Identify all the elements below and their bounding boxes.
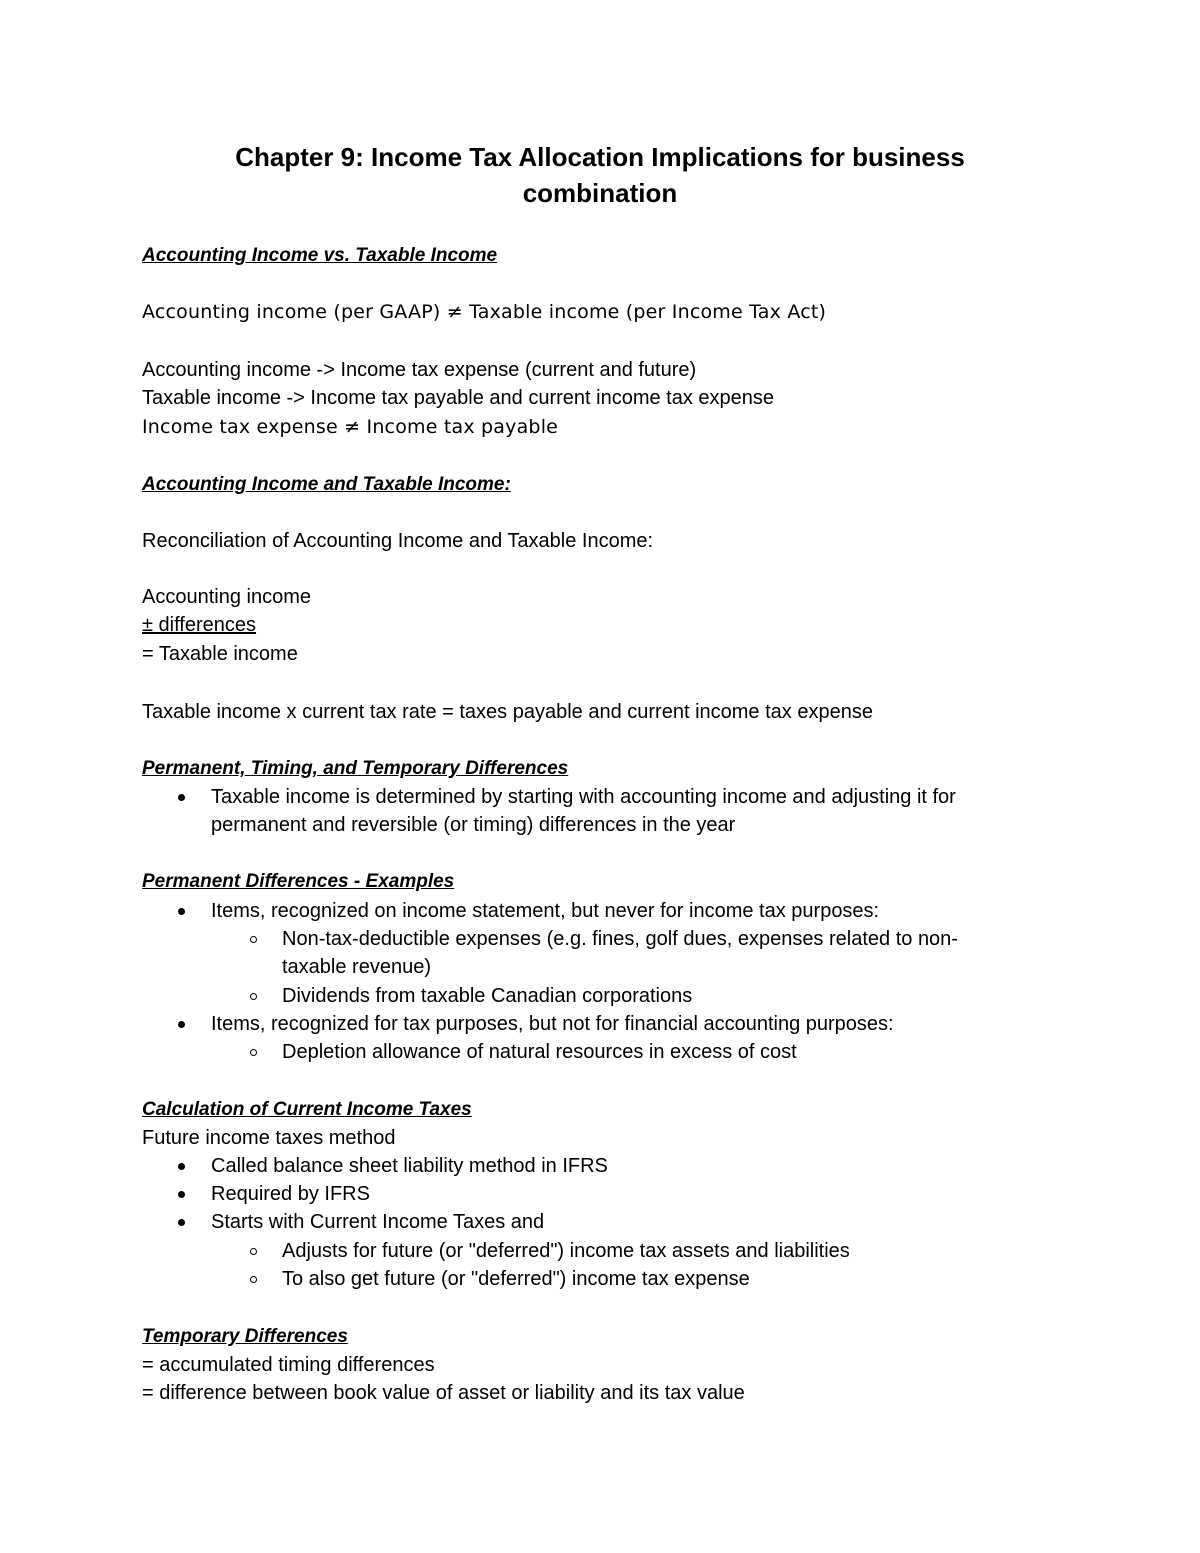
text-expense-vs-payable: Income tax expense ≠ Income tax payable: [142, 416, 559, 438]
title-line-1: Chapter 9: Income Tax Allocation Implications for business: [235, 142, 965, 172]
text-taxable-income-formula: Taxable income x current tax rate = taxes payable and current income tax expense: [142, 701, 873, 723]
bullet-text-income-statement: Items, recognized on income statement, but never for income tax purposes:: [211, 900, 880, 922]
bullet-text-balance-sheet-method: Called balance sheet liability method in IFRS: [211, 1155, 608, 1177]
bullet-icon: [178, 1021, 185, 1028]
text-accumulated-timing: = accumulated timing differences: [142, 1354, 435, 1376]
heading-calculation-current-taxes: Calculation of Current Income Taxes: [142, 1099, 472, 1120]
text-accounting-income-expense: Accounting income -> Income tax expense (current and future): [142, 359, 697, 381]
title-line-2: combination: [522, 178, 678, 208]
bullet-icon: [178, 794, 185, 801]
heading-permanent-examples: Permanent Differences - Examples: [142, 871, 455, 892]
sub-bullet-icon: [250, 936, 257, 943]
sub-bullet-icon: [250, 1276, 257, 1283]
bullet-icon: [178, 1163, 185, 1170]
heading-temporary-differences: Temporary Differences: [142, 1326, 348, 1347]
sub-bullet-text-adjusts: Adjusts for future (or "deferred") income tax assets and liabilities: [282, 1240, 850, 1262]
text-book-vs-tax-value: = difference between book value of asset or liability and its tax value: [142, 1382, 745, 1404]
sub-bullet-icon: [250, 993, 257, 1000]
sub-bullet-icon: [250, 1049, 257, 1056]
bullet-text-taxable-determined-cont: permanent and reversible (or timing) differences in the year: [211, 814, 736, 836]
heading-permanent-timing-temporary: Permanent, Timing, and Temporary Differences: [142, 758, 569, 779]
bullet-icon: [178, 1191, 185, 1198]
bullet-icon: [178, 908, 185, 915]
sub-bullet-text-non-deductible-cont: taxable revenue): [282, 956, 431, 978]
heading-accounting-and-taxable: Accounting Income and Taxable Income:: [142, 474, 511, 495]
bullet-text-starts-with: Starts with Current Income Taxes and: [211, 1211, 545, 1233]
bullet-text-required-ifrs: Required by IFRS: [211, 1183, 370, 1205]
page-title: [150, 139, 1050, 211]
text-differences: ± differences: [142, 614, 257, 636]
sub-bullet-text-deferred-expense: To also get future (or "deferred") income tax expense: [282, 1268, 750, 1290]
heading-accounting-vs-taxable: Accounting Income vs. Taxable Income: [142, 245, 498, 266]
bullet-text-tax-purposes: Items, recognized for tax purposes, but not for financial accounting purposes:: [211, 1013, 894, 1035]
sub-bullet-icon: [250, 1248, 257, 1255]
text-equals-taxable-income: = Taxable income: [142, 643, 298, 665]
sub-bullet-text-non-deductible: Non-tax-deductible expenses (e.g. fines, golf dues, expenses related to non-: [282, 928, 958, 950]
text-future-income-taxes-method: Future income taxes method: [142, 1127, 396, 1149]
sub-bullet-text-dividends: Dividends from taxable Canadian corporations: [282, 985, 693, 1007]
text-gaap-vs-tax-act: Accounting income (per GAAP) ≠ Taxable income (per Income Tax Act): [142, 301, 827, 323]
text-taxable-income-payable: Taxable income -> Income tax payable and current income tax expense: [142, 387, 775, 409]
text-accounting-income: Accounting income: [142, 586, 311, 608]
sub-bullet-text-depletion: Depletion allowance of natural resources in excess of cost: [282, 1041, 797, 1063]
bullet-text-taxable-determined: Taxable income is determined by starting with accounting income and adjusting it for: [211, 786, 956, 808]
bullet-icon: [178, 1219, 185, 1226]
text-reconciliation: Reconciliation of Accounting Income and Taxable Income:: [142, 530, 654, 552]
